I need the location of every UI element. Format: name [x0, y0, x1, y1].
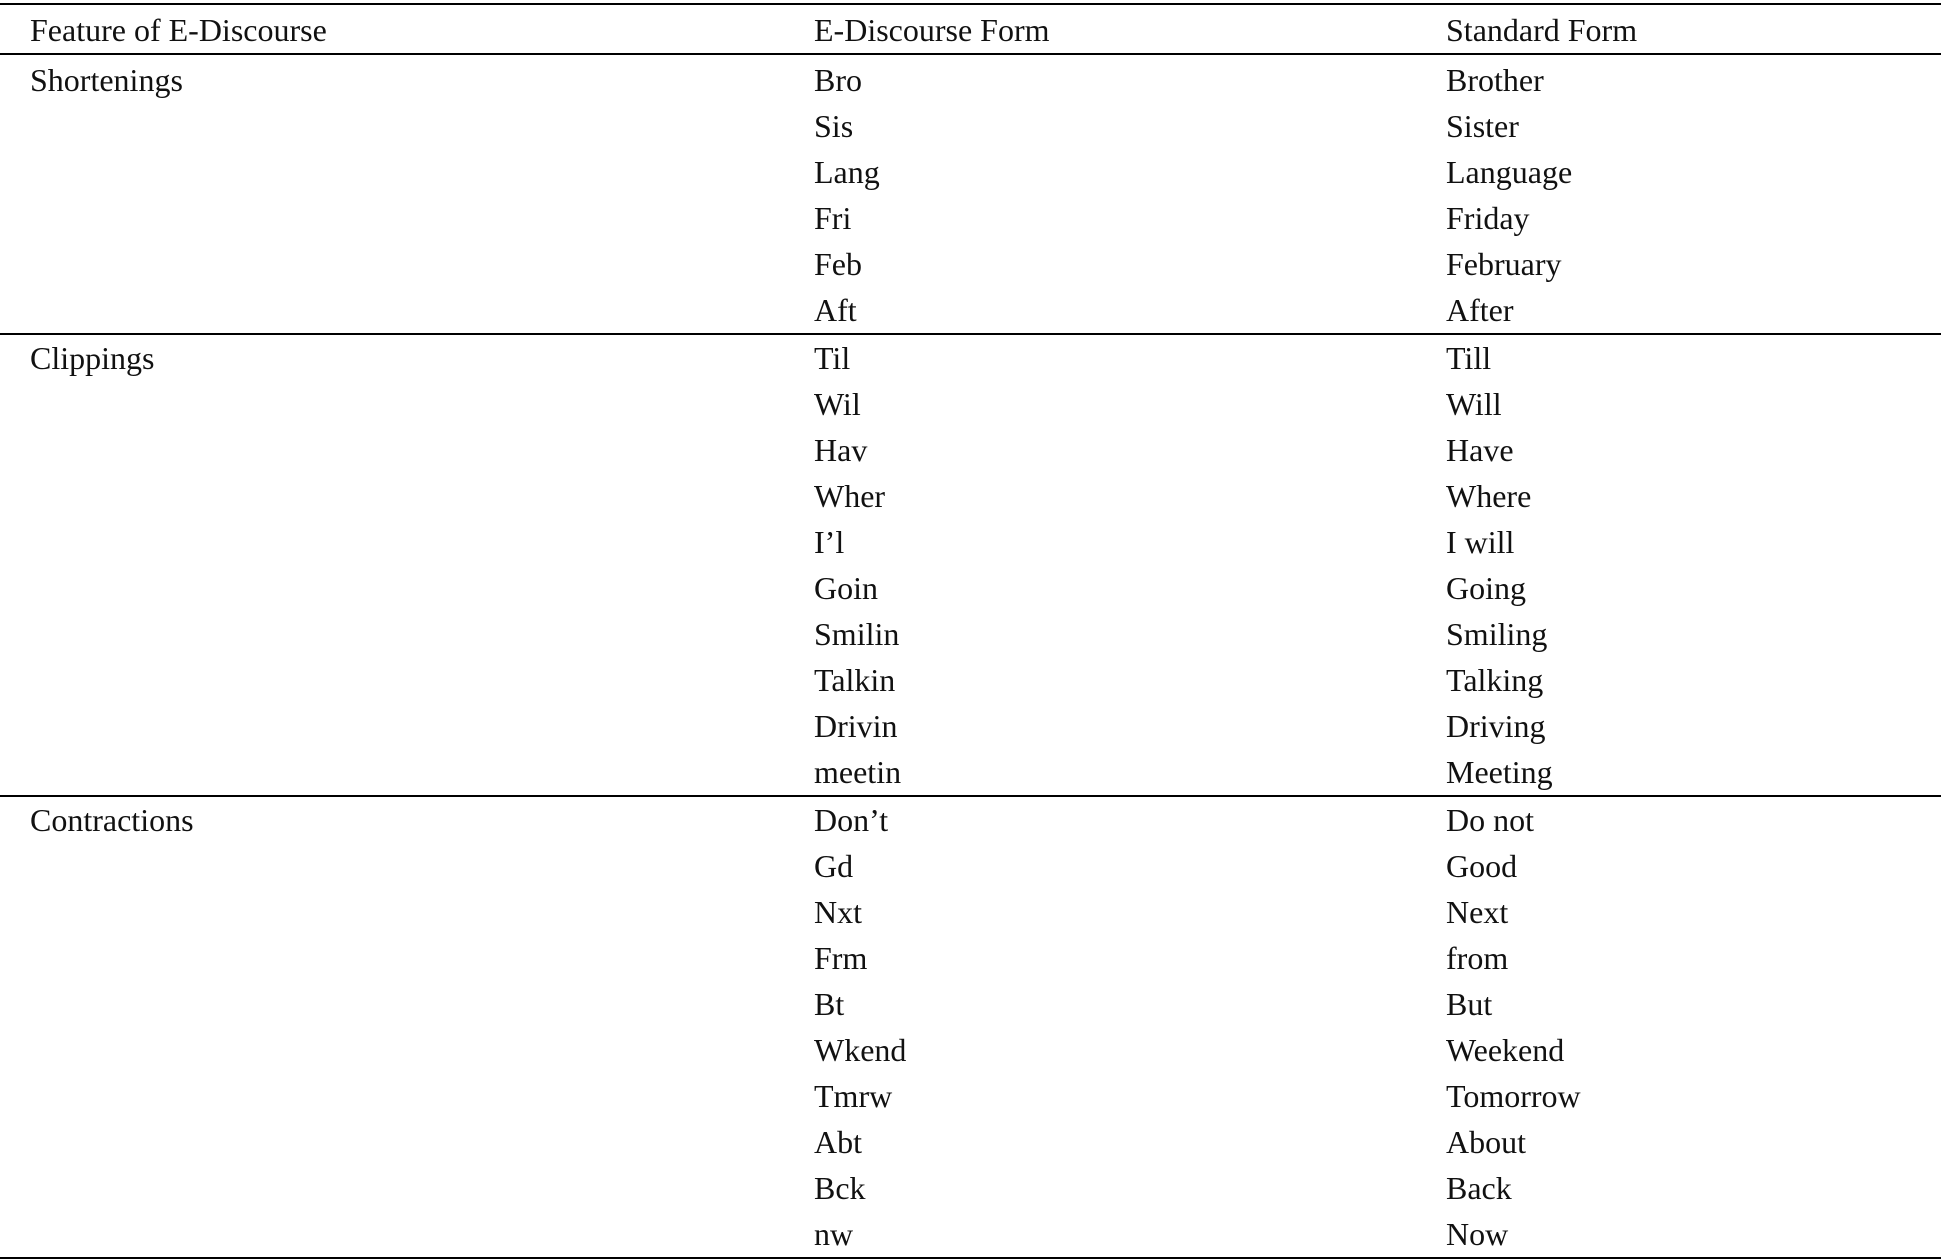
standard-form-cell: Language: [1446, 154, 1573, 190]
table-row: [0, 241, 1941, 287]
table-row: [0, 57, 1941, 103]
e-discourse-form-cell: Feb: [814, 246, 862, 282]
standard-form-cell: Next: [1446, 894, 1509, 930]
e-discourse-form-cell: Drivin: [814, 708, 898, 744]
table-row: [0, 335, 1941, 381]
e-discourse-form-cell: Frm: [814, 940, 868, 976]
feature-label: Clippings: [30, 340, 155, 376]
standard-form-cell: Till: [1446, 340, 1492, 376]
table-row: [0, 381, 1941, 427]
e-discourse-form-cell: Fri: [814, 200, 852, 236]
standard-form-cell: I will: [1446, 524, 1515, 560]
e-discourse-form-cell: Lang: [814, 154, 880, 190]
table-row: [0, 1073, 1941, 1119]
e-discourse-form-cell: Don’t: [814, 802, 889, 838]
feature-label: Shortenings: [30, 62, 183, 98]
e-discourse-form-cell: Bro: [814, 62, 862, 98]
standard-form-cell: Weekend: [1446, 1032, 1565, 1068]
e-discourse-form-cell: Bck: [814, 1170, 866, 1206]
header-row: [0, 7, 1941, 53]
table-row: [0, 981, 1941, 1027]
e-discourse-form-cell: Abt: [814, 1124, 862, 1160]
header-bottom-rule: [0, 53, 1941, 55]
standard-form-cell: Driving: [1446, 708, 1546, 744]
table-row: [0, 657, 1941, 703]
standard-form-cell: Brother: [1446, 62, 1544, 98]
table-row: [0, 195, 1941, 241]
e-discourse-form-cell: Smilin: [814, 616, 900, 652]
table-row: [0, 103, 1941, 149]
standard-form-cell: February: [1446, 246, 1562, 282]
table-row: [0, 935, 1941, 981]
standard-form-cell: Now: [1446, 1216, 1509, 1252]
e-discourse-form-cell: nw: [814, 1216, 854, 1252]
e-discourse-form-cell: Wher: [814, 478, 886, 514]
header-feature: Feature of E-Discourse: [30, 12, 327, 48]
standard-form-cell: Tomorrow: [1446, 1078, 1581, 1114]
table-row: [0, 797, 1941, 843]
e-discourse-form-cell: Hav: [814, 432, 868, 468]
standard-form-cell: Will: [1446, 386, 1502, 422]
standard-form-cell: Sister: [1446, 108, 1519, 144]
e-discourse-form-cell: Gd: [814, 848, 854, 884]
standard-form-cell: Going: [1446, 570, 1526, 606]
e-discourse-form-cell: Tmrw: [814, 1078, 893, 1114]
standard-form-cell: Smiling: [1446, 616, 1548, 652]
table-row: [0, 1165, 1941, 1211]
e-discourse-form-cell: Til: [814, 340, 851, 376]
table-row: [0, 149, 1941, 195]
table-top-rule: [0, 3, 1941, 5]
e-discourse-form-cell: Bt: [814, 986, 845, 1022]
header-e-discourse-form: E-Discourse Form: [814, 12, 1050, 48]
table-row: [0, 843, 1941, 889]
table-row: [0, 889, 1941, 935]
standard-form-cell: After: [1446, 292, 1514, 328]
table-row: [0, 703, 1941, 749]
e-discourse-form-cell: Wkend: [814, 1032, 907, 1068]
e-discourse-form-cell: Wil: [814, 386, 861, 422]
standard-form-cell: Good: [1446, 848, 1518, 884]
e-discourse-form-cell: Nxt: [814, 894, 862, 930]
standard-form-cell: Friday: [1446, 200, 1530, 236]
standard-form-cell: Meeting: [1446, 754, 1553, 790]
standard-form-cell: Where: [1446, 478, 1532, 514]
standard-form-cell: from: [1446, 940, 1509, 976]
table-row: [0, 565, 1941, 611]
standard-form-cell: Back: [1446, 1170, 1512, 1206]
standard-form-cell: Have: [1446, 432, 1514, 468]
table-row: [0, 611, 1941, 657]
standard-form-cell: But: [1446, 986, 1493, 1022]
e-discourse-form-cell: Goin: [814, 570, 878, 606]
table-row: [0, 473, 1941, 519]
table-row: [0, 519, 1941, 565]
table-row: [0, 749, 1941, 795]
table-row: [0, 287, 1941, 333]
header-standard-form: Standard Form: [1446, 12, 1638, 48]
standard-form-cell: Do not: [1446, 802, 1534, 838]
table-row: [0, 427, 1941, 473]
e-discourse-form-cell: I’l: [814, 524, 845, 560]
e-discourse-form-cell: Sis: [814, 108, 854, 144]
e-discourse-form-cell: Talkin: [814, 662, 896, 698]
e-discourse-form-cell: Aft: [814, 292, 857, 328]
standard-form-cell: Talking: [1446, 662, 1544, 698]
feature-label: Contractions: [30, 802, 194, 838]
e-discourse-form-cell: meetin: [814, 754, 902, 790]
table-row: [0, 1119, 1941, 1165]
standard-form-cell: About: [1446, 1124, 1526, 1160]
table-row: [0, 1211, 1941, 1257]
table-row: [0, 1027, 1941, 1073]
